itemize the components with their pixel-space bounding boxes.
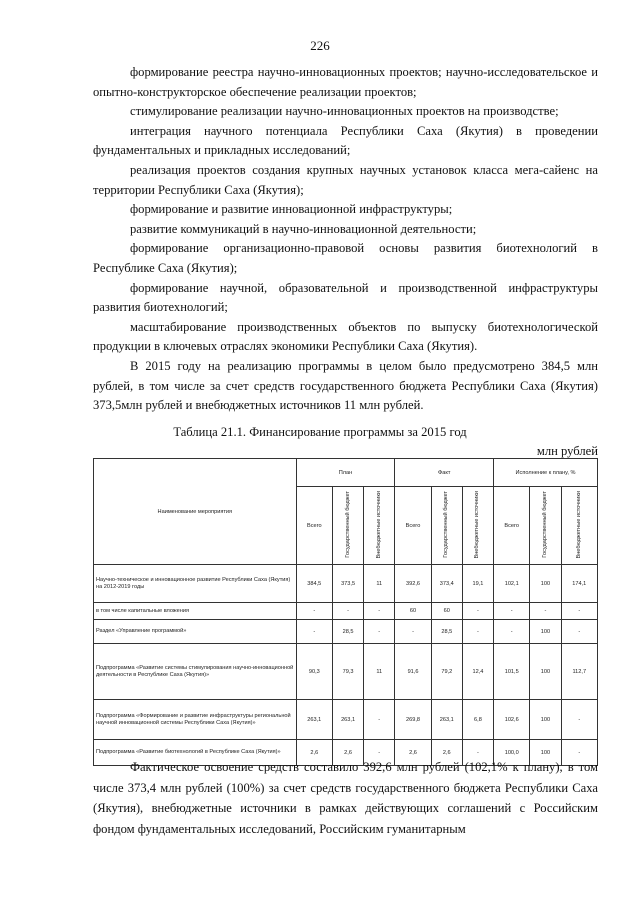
table-units: млн рублей <box>536 444 598 458</box>
row-name: Раздел «Управление программой» <box>94 620 297 644</box>
cell: - <box>494 603 530 620</box>
cell: - <box>561 603 597 620</box>
cell: 174,1 <box>561 565 597 603</box>
cell: 2,6 <box>395 740 431 766</box>
cell: 2,6 <box>332 740 363 766</box>
header-exec-total: Всего <box>494 487 530 565</box>
cell: - <box>296 620 332 644</box>
paragraph: стимулирование реализации научно-инновационных проектов на производстве; <box>130 104 559 119</box>
header-plan-extra-budget: Внебюджетные источники <box>364 487 395 565</box>
paragraph: развитие коммуникаций в научно-инновационной деятельности; <box>130 221 477 236</box>
cell: 11 <box>364 644 395 700</box>
cell: - <box>462 603 493 620</box>
cell: 100 <box>530 565 561 603</box>
header-plan: План <box>296 459 395 487</box>
table-row <box>94 700 598 740</box>
header-exec-extra-budget: Внебюджетные источники <box>561 487 597 565</box>
header-plan-total: Всего <box>296 487 332 565</box>
cell: 91,6 <box>395 644 431 700</box>
row-name: Научно-техническое и инновационное развитие Республики Саха (Якутия) на 2012-2019 годы <box>94 565 297 603</box>
cell: - <box>296 603 332 620</box>
header-fact-state-budget: Государственный бюджет <box>431 487 462 565</box>
cell: 60 <box>431 603 462 620</box>
cell: 263,1 <box>431 700 462 740</box>
cell: 100 <box>530 700 561 740</box>
cell: 373,4 <box>431 565 462 603</box>
cell: - <box>364 620 395 644</box>
cell: - <box>462 620 493 644</box>
page-number: 226 <box>310 38 330 53</box>
cell: - <box>494 620 530 644</box>
cell: 28,5 <box>332 620 363 644</box>
cell: 6,8 <box>462 700 493 740</box>
cell: 102,6 <box>494 700 530 740</box>
cell: 102,1 <box>494 565 530 603</box>
cell: 101,5 <box>494 644 530 700</box>
cell: 28,5 <box>431 620 462 644</box>
cell: - <box>364 700 395 740</box>
header-execution: Исполнение к плану, % <box>494 459 598 487</box>
header-fact-extra-budget: Внебюджетные источники <box>462 487 493 565</box>
table-row <box>94 620 598 644</box>
table-row <box>94 644 598 700</box>
row-name: Подпрограмма «Развитие системы стимулирования научно-инновационной деятельности в Республике Саха (Якутия)» <box>94 644 297 700</box>
cell: 2,6 <box>431 740 462 766</box>
header-name: Наименование мероприятия <box>94 459 297 565</box>
cell: 79,3 <box>332 644 363 700</box>
cell: 100 <box>530 620 561 644</box>
financing-table <box>93 458 598 766</box>
row-name: Подпрограмма «Развитие биотехнологий в Республике Саха (Якутия)» <box>94 740 297 766</box>
cell: - <box>332 603 363 620</box>
cell: 2,6 <box>296 740 332 766</box>
header-exec-state-budget: Государственный бюджет <box>530 487 561 565</box>
cell: 100 <box>530 740 561 766</box>
header-fact: Факт <box>395 459 494 487</box>
table-row <box>94 603 598 620</box>
cell: 90,3 <box>296 644 332 700</box>
paragraph: Фактическое освоение средств составило 392,6 млн рублей (102,1% к плану), в том числе 373,4 млн рублей (100%) за счет средств государственного бюджета Республики Саха (Якутия), внебюджетные источники в рамках действующих соглашений с Российским фондом фундаментальных исследований, Российским гуманитарным <box>93 760 598 836</box>
cell: 373,5 <box>332 565 363 603</box>
table-row <box>94 565 598 603</box>
paragraph: формирование организационно-правовой основы развития биотехнологий в Республике Саха (Якутия); <box>93 241 598 275</box>
cell: - <box>364 603 395 620</box>
header-fact-total: Всего <box>395 487 431 565</box>
cell: 11 <box>364 565 395 603</box>
cell: 60 <box>395 603 431 620</box>
cell: - <box>395 620 431 644</box>
paragraph: формирование научной, образовательной и производственной инфраструктуры развития биотехнологий; <box>93 280 598 315</box>
table-caption: Таблица 21.1. Финансирование программы за 2015 год <box>173 425 467 439</box>
body-text-after <box>93 757 598 839</box>
cell: - <box>364 740 395 766</box>
paragraph: В 2015 году на реализацию программы в целом было предусмотрено 384,5 млн рублей, в том числе за счет средств государственного бюджета Республики Саха (Якутия) 373,5млн рублей и внебюджетных источников 11 млн рублей. <box>93 358 598 413</box>
paragraph: масштабирование производственных объектов по выпуску биотехнологической продукции в ключевых отраслях экономики Республики Саха (Якутия). <box>93 319 598 354</box>
header-plan-state-budget: Государственный бюджет <box>332 487 363 565</box>
cell: 263,1 <box>296 700 332 740</box>
cell: - <box>530 603 561 620</box>
paragraph: интеграция научного потенциала Республики Саха (Якутия) в проведении фундаментальных и прикладных исследований; <box>93 123 598 158</box>
cell: 269,8 <box>395 700 431 740</box>
cell: 79,2 <box>431 644 462 700</box>
cell: - <box>561 740 597 766</box>
cell: 100 <box>530 644 561 700</box>
cell: 263,1 <box>332 700 363 740</box>
body-text-before <box>93 63 598 416</box>
paragraph: реализация проектов создания крупных научных установок класса мега-сайенс на территории Республики Саха (Якутия); <box>93 162 598 197</box>
row-name: Подпрограмма «Формирование и развитие инфраструктуры региональной научной инновационной системы Республики Саха (Якутия)» <box>94 700 297 740</box>
paragraph: формирование и развитие инновационной инфраструктуры; <box>130 202 453 217</box>
cell: 384,5 <box>296 565 332 603</box>
cell: - <box>561 620 597 644</box>
cell: 19,1 <box>462 565 493 603</box>
cell: 100,0 <box>494 740 530 766</box>
paragraph: формирование реестра научно-инновационных проектов; научно-исследовательское и опытно-конструкторское обеспечение реализации проектов; <box>93 65 598 99</box>
cell: 392,6 <box>395 565 431 603</box>
cell: 112,7 <box>561 644 597 700</box>
cell: - <box>561 700 597 740</box>
cell: - <box>462 740 493 766</box>
row-name: в том числе капитальные вложения <box>94 603 297 620</box>
cell: 12,4 <box>462 644 493 700</box>
